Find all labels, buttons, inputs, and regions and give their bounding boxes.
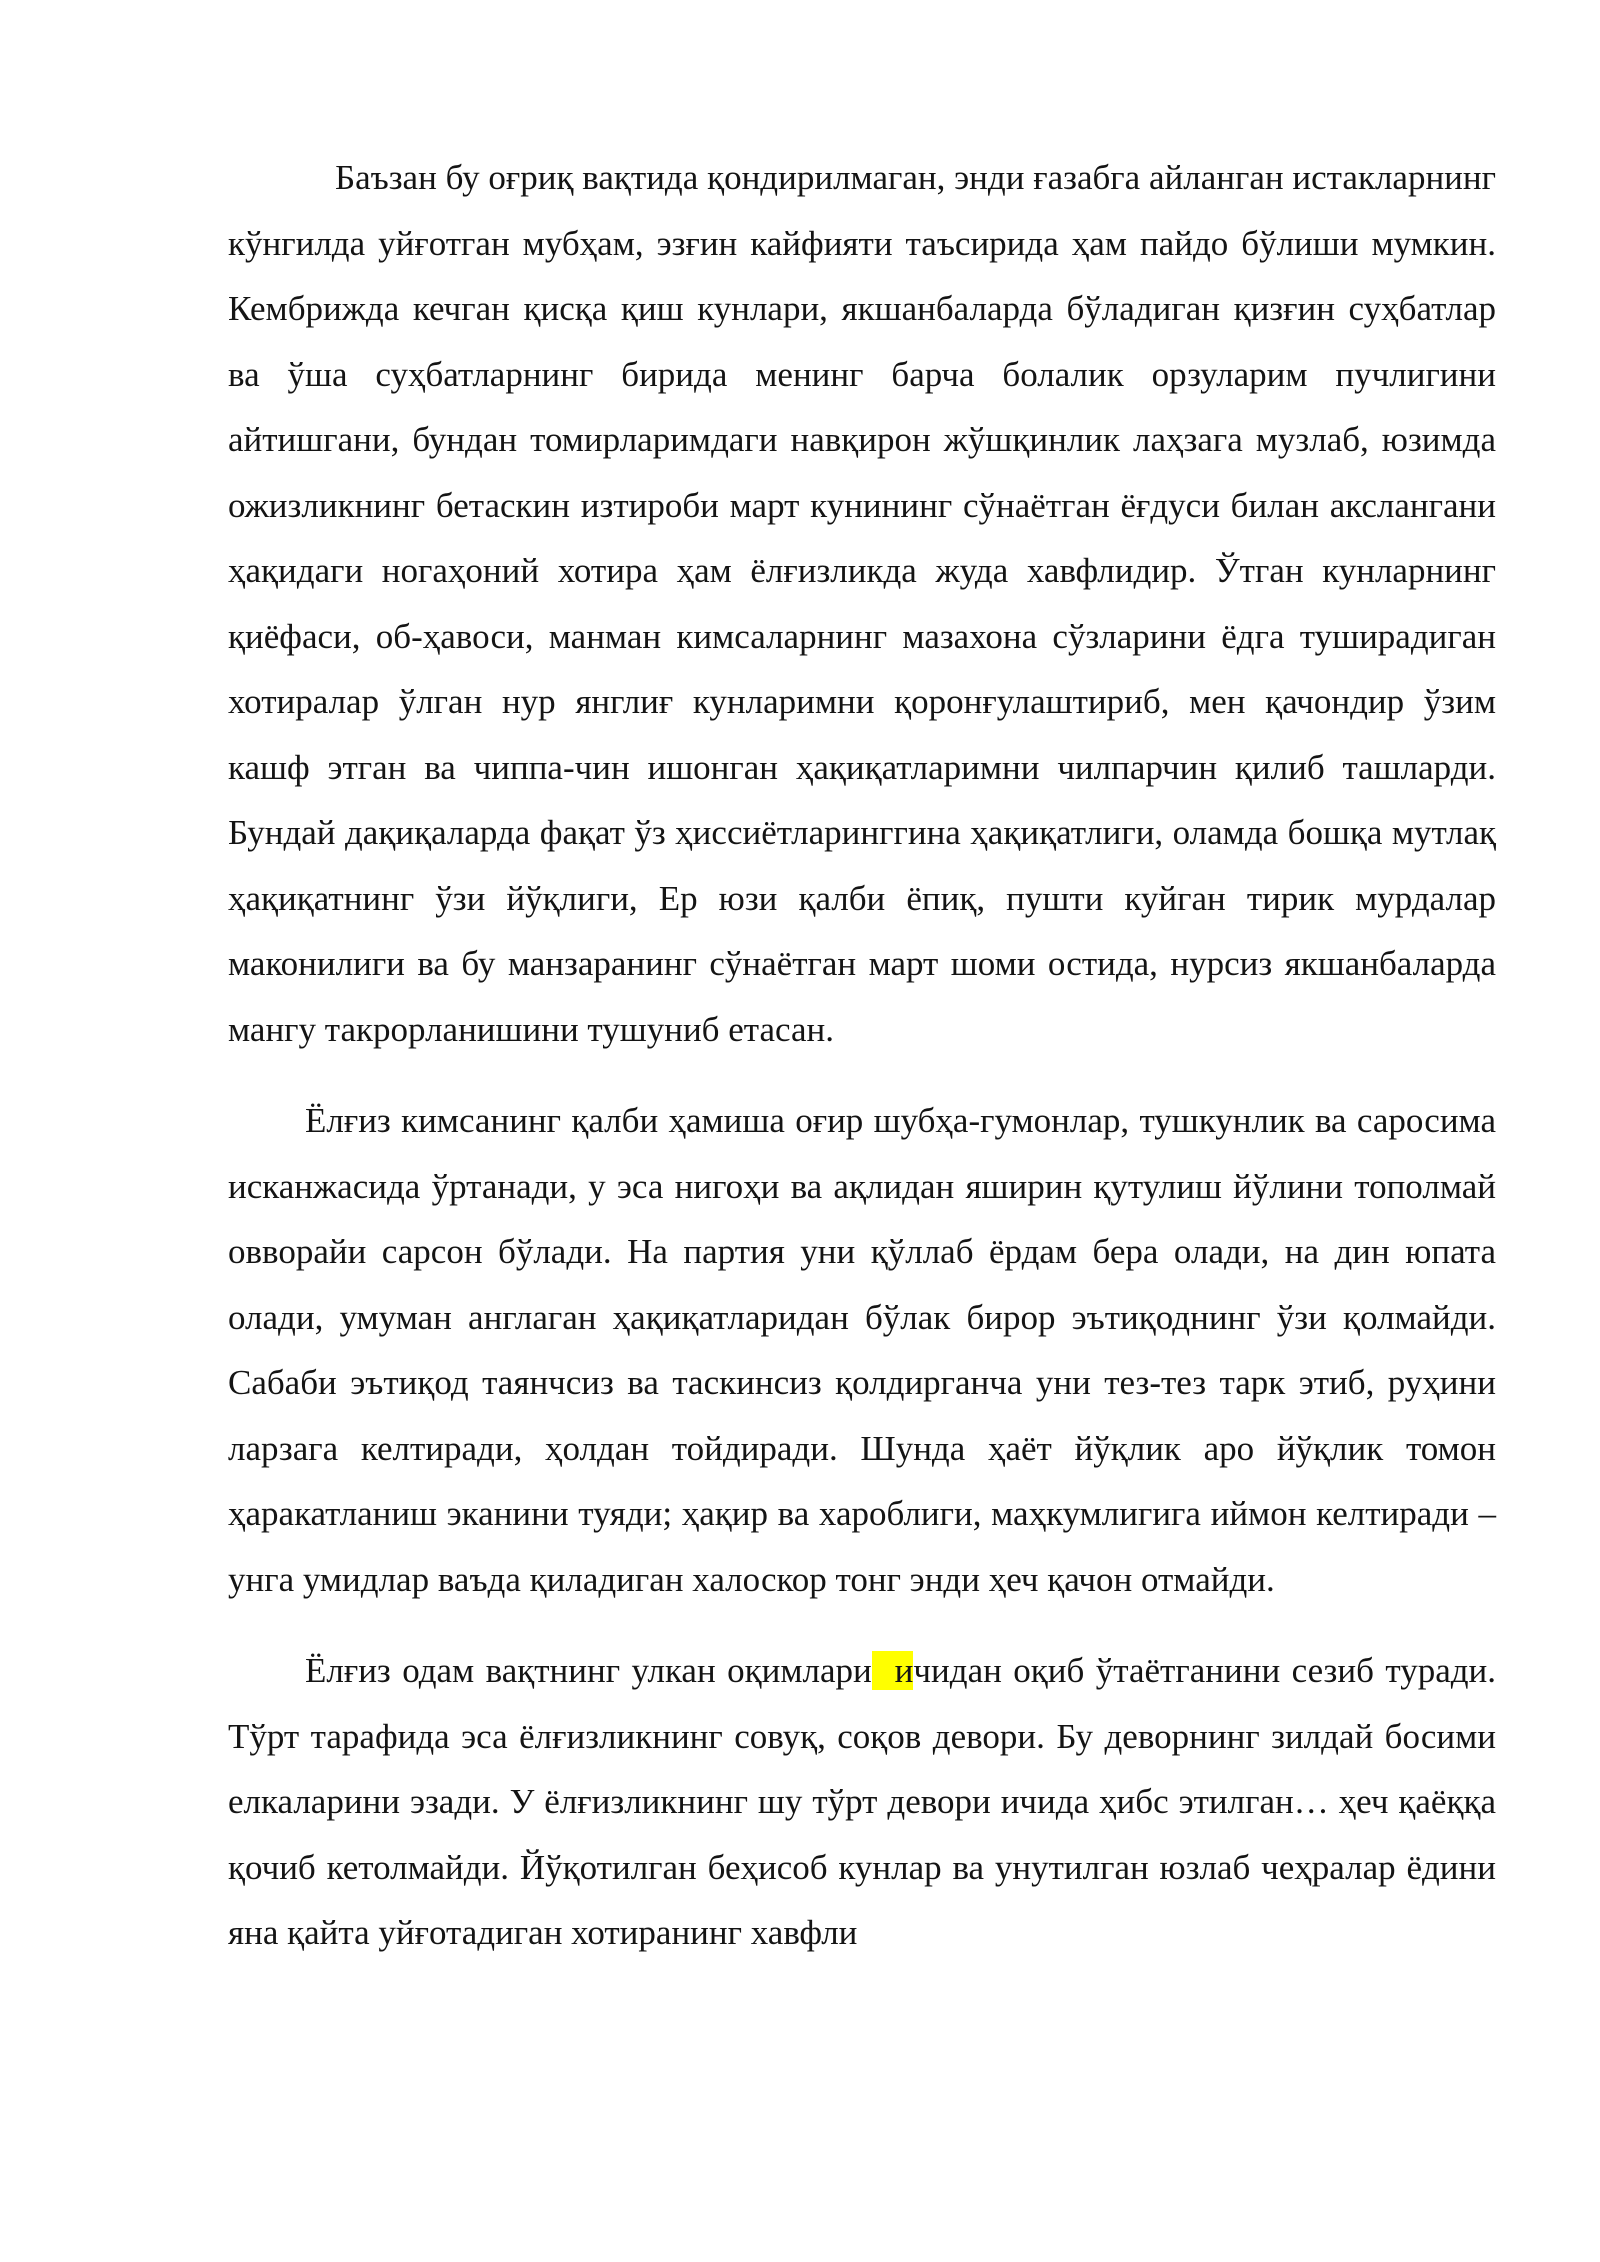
- document-page: [228, 145, 1496, 1966]
- highlighted-text: и: [871, 1651, 914, 1690]
- paragraph-2: Ёлғиз кимсанинг қалби ҳамиша оғир шубҳа-гумонлар, тушкунлик ва саросима исканжасида ўртанади, у эса нигоҳи ва ақлидан яширин қутулиш йўлини тополмай овворайи сарсон бўлади. На партия уни қўллаб ёрдам бера олади, на дин юпата олади, умуман англаган ҳақиқатларидан бўлак бирор эътиқоднинг ўзи қолмайди. Сабаби эътиқод таянчсиз ва таскинсиз қолдирганча уни тез-тез тарк этиб, руҳини ларзага келтиради, ҳолдан тойдиради. Шунда ҳаёт йўқлик аро йўқлик томон ҳаракатланиш эканини туяди; ҳақир ва хароблиги, маҳкумлигига иймон келтиради – унга умидлар ваъда қиладиган халоскор тонг энди ҳеч қачон отмайди.: [228, 1101, 1496, 1599]
- paragraph-3-text-after: чидан оқиб ўтаётганини сезиб туради. Тўрт тарафида эса ёлғизликнинг совуқ, соқов девори. Бу деворнинг зилдай босими елкаларини эзади. У ёлғизликнинг шу тўрт девори ичида ҳибс этилган… ҳеч қаёққа қочиб кетолмайди. Йўқотилган беҳисоб кунлар ва унутилган юзлаб чеҳралар ёдини яна қайта уйғотадиган хотиранинг хавфли: [228, 1651, 1497, 1952]
- paragraph-3: [228, 1638, 1496, 1966]
- paragraph-1: Баъзан бу оғриқ вақтида қондирилмаган, энди ғазабга айланган истакларнинг кўнгилда уйғотган мубҳам, эзғин кайфияти таъсирида ҳам пайдо бўлиши мумкин. Кембрижда кечган қисқа қиш кунлари, якшанбаларда бўладиган қизғин суҳбатлар ва ўша суҳбатларнинг бирида менинг барча болалик орзуларим пучлигини айтишгани, бундан томирларимдаги навқирон жўшқинлик лаҳзага музлаб, юзимда ожизликнинг бетаскин изтироби март кунининг сўнаётган ёғдуси билан акслангани ҳақидаги ногаҳоний хотира ҳам ёлғизликда жуда хавфлидир. Ўтган кунларнинг қиёфаси, об-ҳавоси, манман кимсаларнинг мазахона сўзларини ёдга туширадиган хотиралар ўлган нур янглиғ кунларимни қоронғулаштириб, мен қачондир ўзим кашф этган ва чиппа-чин ишонган ҳақиқатларимни чилпарчин қилиб ташларди. Бундай дақиқаларда фақат ўз ҳиссиётларинггина ҳақиқатлиги, оламда бошқа мутлақ ҳақиқатнинг ўзи йўқлиги, Ер юзи қалби ёпиқ, пушти куйган тирик мурдалар маконилиги ва бу манзаранинг сўнаётган март шоми остида, нурсиз якшанбаларда мангу такрорланишини тушуниб етасан.: [228, 158, 1496, 1049]
- paragraph-3-text-before: Ёлғиз одам вақтнинг улкан оқимлари: [305, 1651, 872, 1690]
